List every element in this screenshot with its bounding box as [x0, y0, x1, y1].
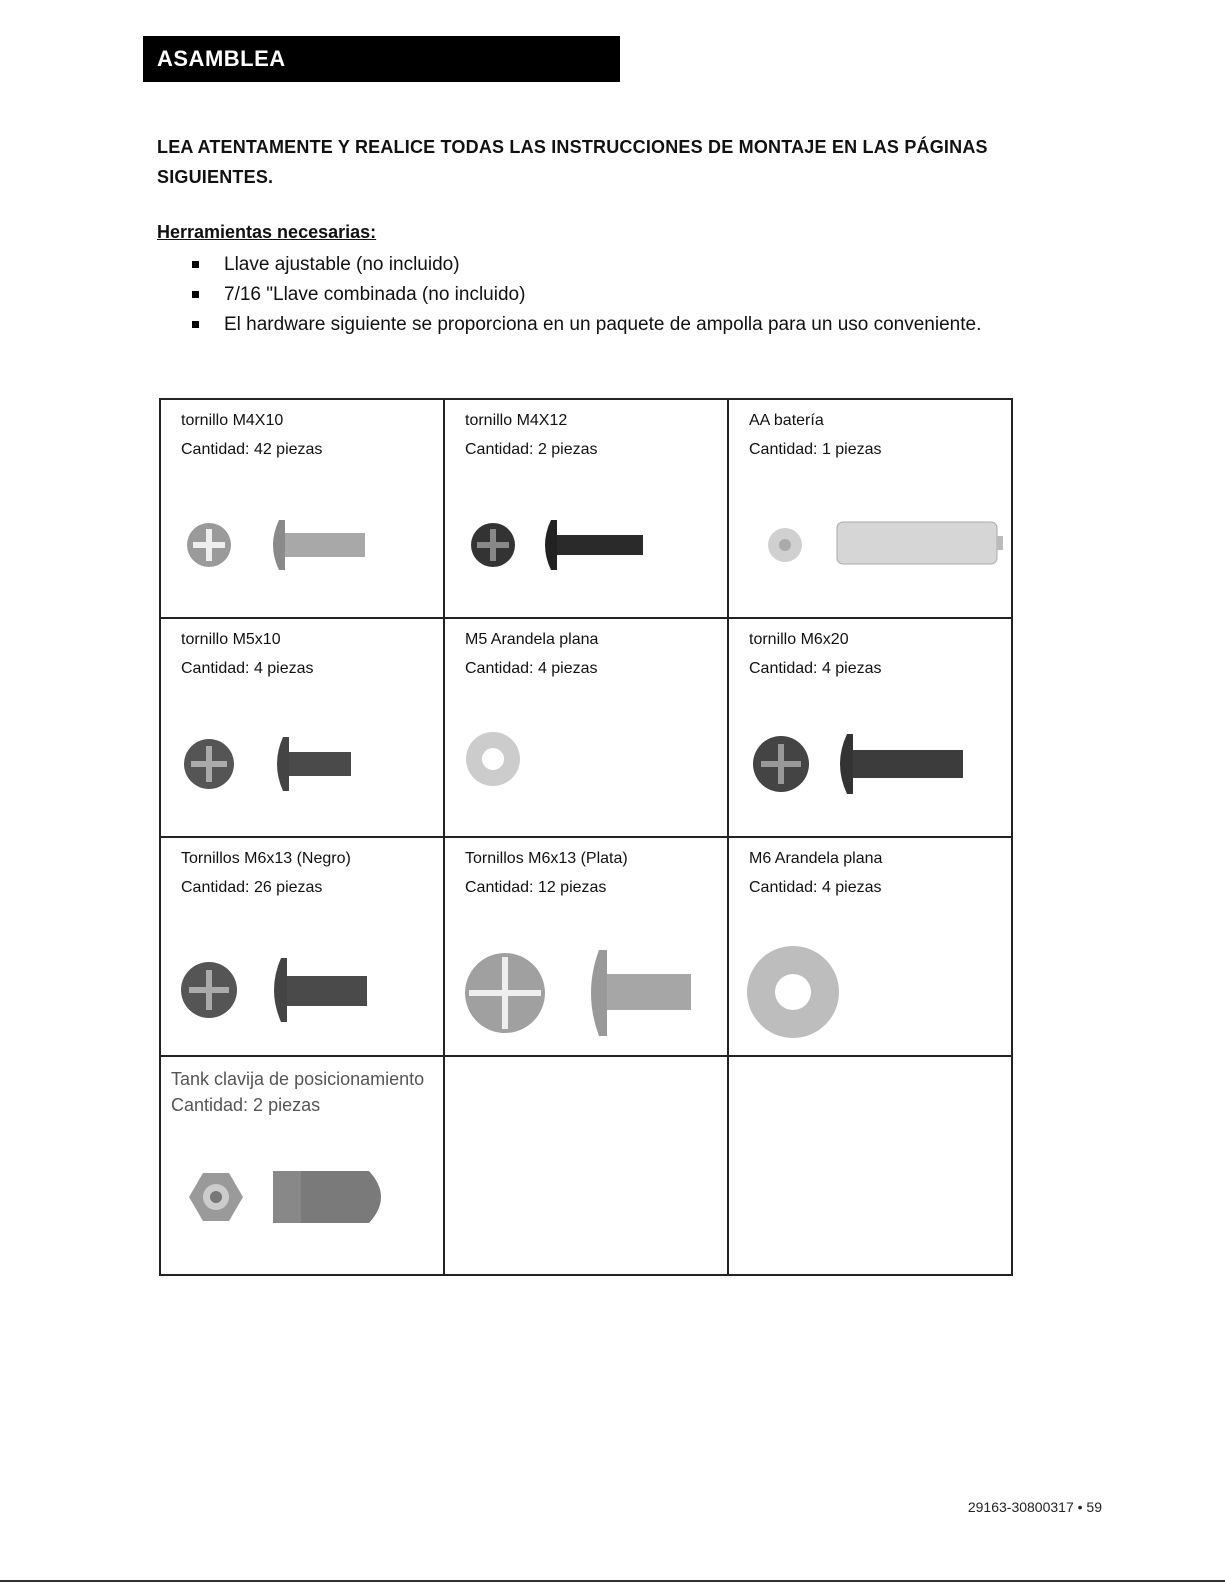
part-cell [160, 399, 444, 618]
screw-icon [179, 719, 379, 799]
part-cell [728, 399, 1012, 618]
washer-icon [463, 719, 663, 799]
tool-item: Llave ajustable (no incluido) [190, 250, 981, 280]
part-name: tornillo M4X12 [465, 412, 568, 429]
tool-item: 7/16 "Llave combinada (no incluido) [190, 280, 981, 310]
tool-item: El hardware siguiente se proporciona en un paquete de ampolla para un uso conveniente. [190, 310, 981, 340]
part-name: Tornillos M6x13 (Plata) [465, 850, 628, 867]
screw-icon [747, 719, 977, 799]
part-quantity: Cantidad: 4 piezas [181, 660, 314, 677]
empty-cell [444, 1056, 728, 1275]
part-quantity: Cantidad: 42 piezas [181, 441, 323, 458]
washer-icon [747, 938, 947, 1048]
part-cell [160, 1056, 444, 1275]
part-name: M6 Arandela plana [749, 850, 883, 867]
part-name: Tornillos M6x13 (Negro) [181, 850, 351, 867]
empty-cell [728, 1056, 1012, 1275]
part-name: Tank clavija de posicionamiento [171, 1069, 425, 1089]
screw-icon [463, 938, 703, 1048]
battery-icon [747, 500, 1007, 580]
part-quantity: Cantidad: 26 piezas [181, 879, 323, 896]
part-cell [728, 837, 1012, 1056]
page-number: 29163-30800317 • 59 [967, 1499, 1102, 1515]
part-quantity: Cantidad: 2 piezas [465, 441, 598, 458]
part-quantity: Cantidad: 2 piezas [171, 1095, 321, 1115]
tools-list [190, 250, 981, 340]
part-quantity: Cantidad: 12 piezas [465, 879, 607, 896]
screw-icon [463, 500, 663, 580]
part-name: tornillo M4X10 [181, 412, 284, 429]
part-quantity: Cantidad: 4 piezas [749, 879, 882, 896]
page-bottom-rule [0, 1580, 1225, 1582]
part-quantity: Cantidad: 4 piezas [749, 660, 882, 677]
part-cell [444, 618, 728, 837]
part-quantity: Cantidad: 4 piezas [465, 660, 598, 677]
part-cell [728, 618, 1012, 837]
part-name: tornillo M6x20 [749, 631, 849, 648]
part-cell [444, 399, 728, 618]
hardware-table [159, 398, 1013, 1276]
positioning-pin-icon [179, 1157, 419, 1237]
tools-heading: Herramientas necesarias: [157, 222, 377, 242]
part-name: AA batería [749, 412, 824, 429]
part-name: tornillo M5x10 [181, 631, 281, 648]
part-cell [160, 837, 444, 1056]
part-cell [444, 837, 728, 1056]
section-header: ASAMBLEA [143, 36, 620, 82]
part-cell [160, 618, 444, 837]
assembly-instruction: LEA ATENTAMENTE Y REALICE TODAS LAS INSTRUCCIONES DE MONTAJE EN LAS PÁGINAS SIGUIENTES. [157, 137, 988, 187]
part-name: M5 Arandela plana [465, 631, 599, 648]
part-quantity: Cantidad: 1 piezas [749, 441, 882, 458]
screw-icon [179, 938, 399, 1038]
screw-icon [179, 500, 379, 580]
